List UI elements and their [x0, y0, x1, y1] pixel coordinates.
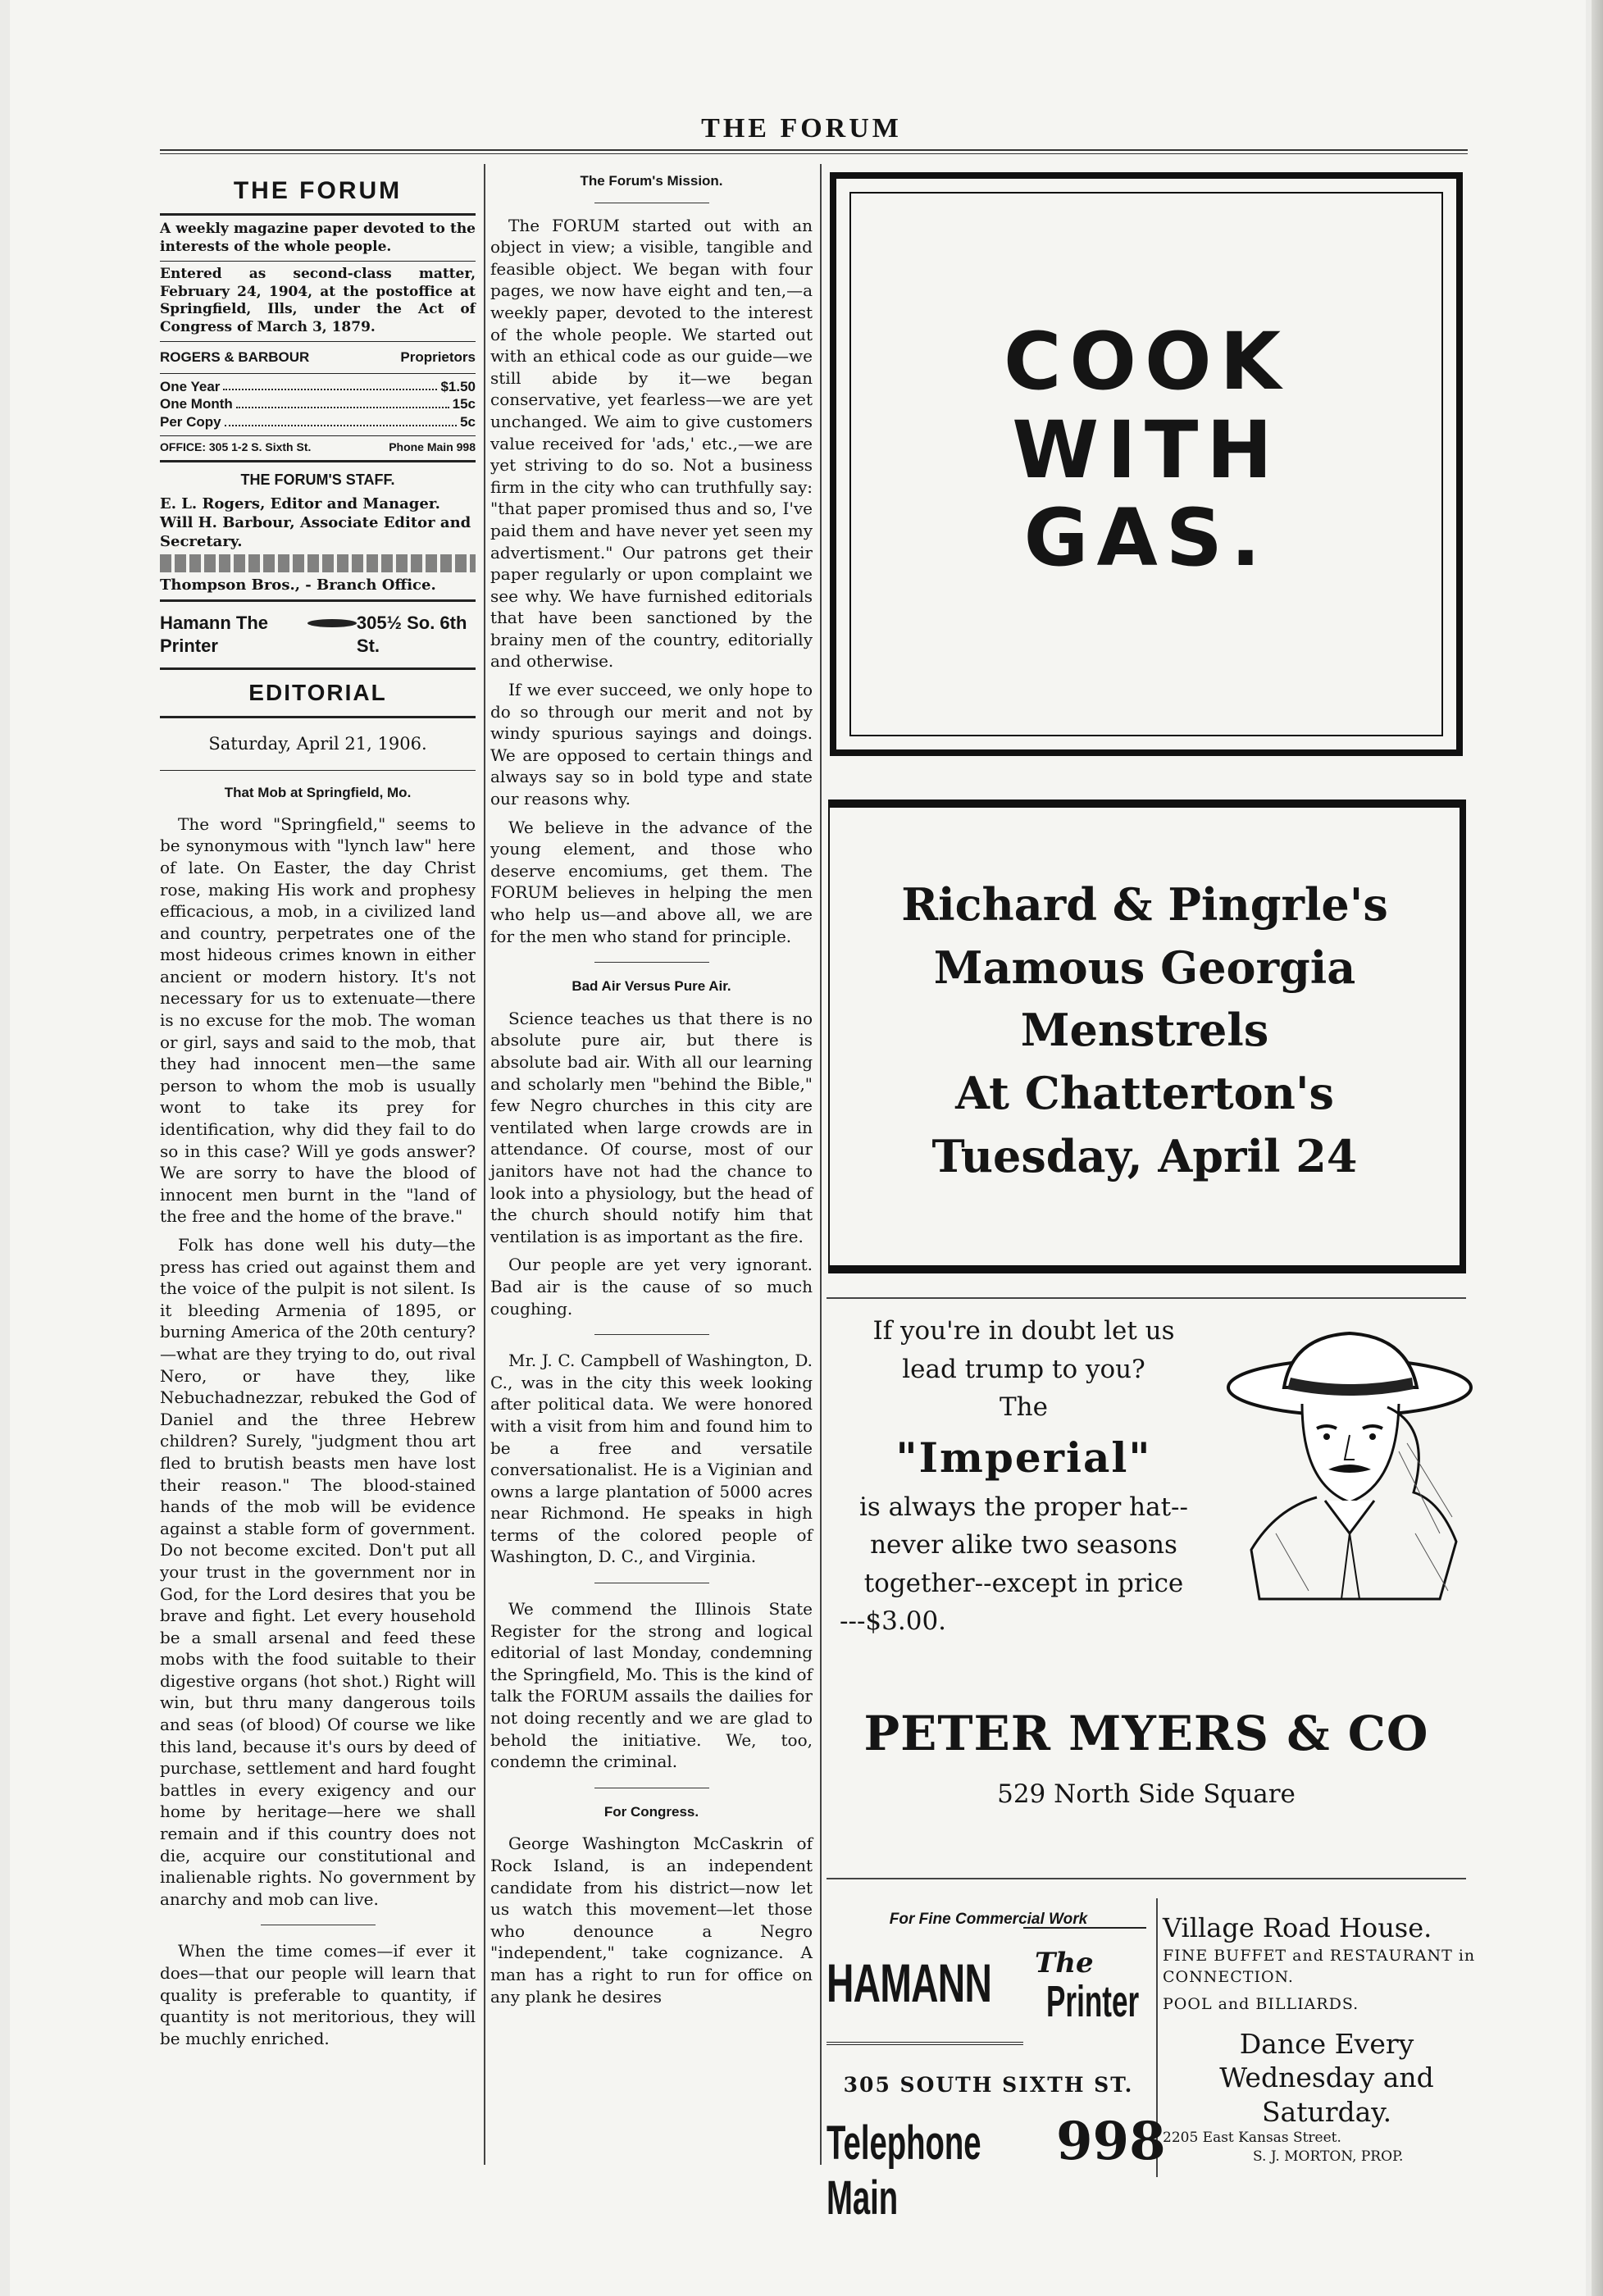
divider	[160, 770, 476, 771]
paragraph: If we ever succeed, we only hope to do so through our merit and not by windy spurious sayings and doings. We are opposed to certain things and always say so in bold type and state our reasons why.	[490, 680, 813, 809]
divider	[827, 2042, 1023, 2045]
ad-line: lead trump to you?	[902, 1354, 1145, 1384]
article-body-register	[490, 1598, 813, 1773]
article-body-congress	[490, 1833, 813, 2007]
printer-address: 305½ So. 6th St.	[356, 612, 467, 657]
roadhouse-buffet: FINE BUFFET and RESTAURANT in CONNECTION.	[1163, 1947, 1476, 1986]
publishers-role: Proprietors	[400, 348, 476, 365]
paragraph: We believe in the advance of the young element, and those who deserve encomiums, get them. The FORUM believes in helping the men who help us—and above all, we are for the men who stand for principle.	[490, 817, 813, 946]
paragraph: We commend the Illinois State Register for the strong and logical editorial of last Monday, condemning the Springfield, Mo. This is the kind of talk the FORUM assails the dailies for not doing recently and we are glad to behold the initiative. We, too, condemn the criminal.	[490, 1599, 813, 1772]
printer-tagline: For Fine Commercial Work	[889, 1911, 1088, 1928]
ad-line: Menstrels	[1020, 1004, 1269, 1057]
paragraph: The word "Springfield," seems to be synonymous with "lynch law" here of late. On Easter, the day Christ rose, making His work and prophesy efficacious, a mob, in a civilized land and country, perpetrates one of the most hideous crimes known in either ancient or modern history. It's not necessary for us to extenuate—there is no excuse for the mob. The woman or girl, says and said to the mob, that they had innocent men—the same person to whom the mob is usually wont to take its prey for identification, why did they fail to do so in this case? Will ye gods answer? We are sorry to have the blood of innocent men burnt in the "land of the free and the home of the brave."	[160, 813, 476, 1227]
divider	[827, 1878, 1466, 1879]
article-body-air	[490, 1008, 813, 1319]
paragraph: Our people are yet very ignorant. Bad air is the cause of so much coughing.	[490, 1255, 813, 1319]
office-address: OFFICE: 305 1-2 S. Sixth St.	[160, 440, 312, 453]
ad-line: GAS.	[1023, 492, 1269, 585]
article-title-congress: For Congress.	[603, 1803, 699, 1820]
price-value: 15c	[452, 396, 476, 412]
man-with-hat-illustration	[1227, 1328, 1473, 1607]
ad-cook-with-gas	[830, 172, 1463, 756]
divider	[594, 1334, 709, 1335]
column-rule-2	[820, 164, 822, 2165]
printer-tel-label: Telephone Main	[827, 2116, 981, 2225]
divider	[160, 261, 476, 262]
ad-minstrels-text	[830, 873, 1460, 1187]
ad-line: never alike two seasons	[870, 1530, 1177, 1560]
article-body-campbell	[490, 1350, 813, 1568]
divider	[160, 373, 476, 374]
ad-line: At Chatterton's	[955, 1067, 1334, 1120]
printer-the: The	[1035, 1947, 1094, 1979]
scan-edge	[1592, 0, 1603, 2296]
printer-row	[160, 612, 476, 658]
roadhouse-dance: Dance Every Wednesday and Saturday.	[1219, 2028, 1434, 2128]
price-list	[160, 378, 476, 431]
price-label: One Year	[160, 378, 221, 394]
divider	[160, 667, 476, 670]
roadhouse-proprietor: S. J. MORTON, PROP.	[1253, 2148, 1404, 2165]
roadhouse-address: 2205 East Kansas Street.	[1163, 2129, 1341, 2146]
price-value: $1.50	[440, 378, 476, 394]
printer-word: Printer	[1046, 1977, 1140, 2026]
column-articles	[490, 164, 813, 2014]
hat-brand: "Imperial"	[895, 1433, 1152, 1482]
printer-ornament	[307, 619, 357, 627]
price-label: One Month	[160, 396, 233, 412]
ad-line: Tuesday, April 24	[931, 1129, 1358, 1182]
ad-line: If you're in doubt let us	[872, 1316, 1175, 1346]
article-title-air: Bad Air Versus Pure Air.	[572, 978, 731, 995]
ad-line: together--except in price	[863, 1568, 1184, 1598]
publishers: ROGERS & BARBOUR	[160, 348, 310, 365]
divider	[594, 962, 709, 963]
printer-street: 305 SOUTH SIXTH ST.	[843, 2073, 1134, 2097]
masthead-entered: Entered as second-class matter, February 24, 1904, at the postoffice at Springfield, Ills, under the Act of Congress of March 3, 1879.	[160, 265, 476, 336]
head-rule	[160, 149, 1468, 154]
column-rule-1	[484, 164, 485, 2165]
ad-imperial-hat	[827, 1296, 1466, 1820]
ad-line: COOK	[1003, 316, 1290, 408]
staff-editor: E. L. Rogers, Editor and Manager.	[160, 494, 440, 512]
paragraph: Science teaches us that there is no absolute pure air, but there is absolute bad air. With all our learning and scholarly men "behind the Bible," few Negro churches in this city are ventilated when large crowds are in attendance. Of course, most of our janitors have not had the chance to look into a physiology, but the head of the church should notify him that ventilation is as important as the fire.	[490, 1008, 813, 1246]
column-masthead	[160, 164, 476, 2056]
paragraph: Folk has done well his duty—the press has cried out against them and the voice of the pulpit is not silent. Is it bleeding Armenia of 1895, or burning America of the 20th century?—what are they trying to do, out rival Nero, or have they, like Nebuchadnezzar, rebuked the God of Daniel and the three Hebrew children? Surely, "judgment thou art fled to brutish beasts men have lost their reason." The blood-stained hands of the mob will be evidence against a stable form of government. Do not become excited. Don't put all your trust in the government nor in God, for the Lord desires that you be brave and fight. Let every household be a small arsenal and feed these mobs with the food suitable to their digestive organs (hot shot.) Right will win, but thru many dangerous toils and seas (of blood) Of course we like this land, because it's ours by deed of purchase, settlement and hard fought battles in every exigency and our home by heritage—here we shall remain and if this country does not die, acquire our constitutional and inalienable rights. No government by anarchy and mob can live.	[160, 1235, 476, 1909]
ad-line: Mamous Georgia	[933, 941, 1356, 994]
publishers-row	[160, 348, 476, 367]
article-body-mob	[160, 813, 476, 2050]
leader-dots	[225, 413, 457, 426]
printer-tel-number: 998	[1056, 2111, 1166, 2172]
printer-name: Hamann The Printer	[160, 612, 269, 657]
ad-line: WITH	[1012, 403, 1281, 496]
issue-date: Saturday, April 21, 1906.	[208, 734, 427, 754]
ad-village-road-house	[1163, 1911, 1491, 2181]
ad-gas-text	[836, 318, 1456, 583]
divider	[1023, 1927, 1146, 1929]
ad-hat-text	[833, 1312, 1214, 1641]
hat-price: ---$3.00.	[840, 1606, 947, 1636]
roadhouse-title: Village Road House.	[1163, 1912, 1432, 1943]
leader-dots	[236, 395, 449, 408]
running-head: THE FORUM	[701, 113, 902, 144]
paragraph: The FORUM started out with an object in view; a visible, tangible and feasible object. We began with four pages, we now have eight and ten,—a weekly paper, devoted to the interest of the whole people. We started out with an ethical code as our guide—we still abide by it—we began conservative, yet fearless—we are yet unchanged. We aim to give customers value received for 'ads,' etc.,—we are yet striving to do so. Not a business firm in the city who can truthfully say: "that paper promised thus and so, I've paid them and have never yet seen my advertisment." Our patrons get their paper regularly or upon complaint we see why. We have furnished editorials that have been sanctioned by the brainy men of the country, editorially and otherwise.	[490, 215, 813, 672]
ad-line: The	[1000, 1392, 1048, 1422]
roadhouse-pool: POOL and BILLIARDS.	[1163, 1995, 1359, 2014]
divider	[160, 599, 476, 602]
article-body-mission	[490, 215, 813, 948]
illegible-line	[160, 554, 476, 572]
office-phone: Phone Main 998	[389, 440, 476, 453]
article-title-mission: The Forum's Mission.	[580, 173, 723, 189]
divider	[160, 341, 476, 342]
masthead-tagline: A weekly magazine paper devoted to the interests of the whole people.	[160, 221, 476, 256]
ad-line: is always the proper hat--	[858, 1492, 1189, 1522]
article-title-mob: That Mob at Springfield, Mo.	[224, 784, 412, 800]
price-row	[160, 413, 476, 431]
editorial-heading: EDITORIAL	[248, 680, 387, 706]
divider	[160, 716, 476, 718]
price-label: Per Copy	[160, 414, 221, 430]
ad-minstrels	[828, 800, 1466, 1273]
divider	[160, 460, 476, 462]
store-name: PETER MYERS & CO	[863, 1706, 1429, 1761]
masthead-title: THE FORUM	[233, 177, 403, 204]
ad-line: Richard & Pingrle's	[901, 878, 1388, 931]
divider	[160, 213, 476, 216]
store-address: 529 North Side Square	[997, 1779, 1296, 1809]
staff-heading: THE FORUM'S STAFF.	[240, 471, 395, 488]
paragraph: George Washington McCaskrin of Rock Island, is an independent candidate from his district—now let us watch this movement—let those who denounce a Negro "independent," take cognizance. A man has a right to run for office on any plank he desires	[490, 1834, 813, 2007]
price-row	[160, 395, 476, 413]
staff-associate: Will H. Barbour, Associate Editor and Secretary.	[160, 513, 471, 550]
paragraph: When the time comes—if ever it does—that our people will learn that quality is preferable to quantity, if quantity is not meritorious, they will be muchly enriched.	[160, 1941, 476, 2048]
paragraph: Mr. J. C. Campbell of Washington, D. C., was in the city this week looking after political data. We were honored with a visit from him and found him to be a free and versatile conversationalist. He is a Viginian and owns a large plantation of 5000 acres near Richmond. He speaks in high terms of the colored people of Washington, D. C., and Virginia.	[490, 1351, 813, 1567]
leader-dots	[223, 378, 437, 391]
price-value: 5c	[460, 414, 476, 430]
branch-office: Thompson Bros., - Branch Office.	[160, 576, 436, 594]
office-row	[160, 440, 476, 455]
price-row	[160, 378, 476, 396]
ad-hamann-printer	[827, 1911, 1166, 2225]
divider	[160, 435, 476, 436]
printer-name: HAMANN	[827, 1952, 992, 2013]
